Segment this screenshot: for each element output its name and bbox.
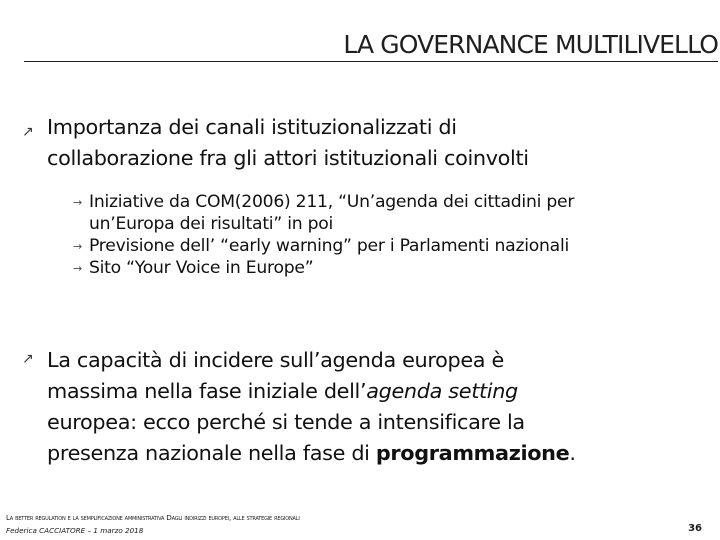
point-2-line-4-suffix: . <box>569 441 576 465</box>
page-number: 36 <box>688 523 702 534</box>
subpoint-2-line-1: Previsione dell’ “early warning” per i Parlamenti nazionali <box>89 236 569 256</box>
footer-author-date: Federica CACCIATORE – 1 marzo 2018 <box>6 526 144 535</box>
point-2-line-1: La capacità di incidere sull’agenda europea è <box>47 348 504 372</box>
slide-title: LA GOVERNANCE MULTILIVELLO <box>343 30 718 59</box>
point-1-line-2: collaborazione fra gli attori istituzionali coinvolti <box>47 146 529 170</box>
title-underline <box>24 61 718 62</box>
footer <box>6 513 300 536</box>
point-2-line-4 <box>47 438 576 469</box>
point-2-text <box>47 345 576 469</box>
programmazione-bold: programmazione <box>375 441 570 465</box>
sub-bullet-arrow-icon: → <box>73 240 82 253</box>
bullet-arrow-icon: ↗ <box>22 351 34 367</box>
subpoint-1 <box>73 191 575 235</box>
point-2-line-2-prefix: massima nella fase iniziale dell’ <box>47 379 367 403</box>
sub-bullet-arrow-icon: → <box>73 196 82 209</box>
bullet-arrow-icon: ↗ <box>22 124 34 140</box>
subpoint-2 <box>73 235 574 257</box>
subpoint-1-line-1: Iniziative da COM(2006) 211, “Un’agenda dei cittadini per <box>89 192 575 212</box>
subpoint-1-line-2: un’Europa dei risultati” in poi <box>89 214 334 234</box>
point-2-line-2 <box>47 376 576 407</box>
point-2-line-4-prefix: presenza nazionale nella fase di <box>47 441 376 465</box>
sub-bullet-arrow-icon: → <box>73 262 82 275</box>
subpoint-list <box>73 191 575 279</box>
point-2-line-3: europea: ecco perché si tende a intensificare la <box>47 410 525 434</box>
agenda-setting-italic: agenda setting <box>366 379 518 403</box>
point-1-line-1: Importanza dei canali istituzionalizzati di <box>47 115 457 139</box>
subpoint-3 <box>73 257 574 279</box>
footer-course-title: La better regulation e la semplificazione amministrativa Dagli indirizzi europei, alle strategie regionali <box>6 513 300 522</box>
subpoint-3-line-1: Sito “Your Voice in Europe” <box>89 258 314 278</box>
point-1-text <box>47 112 529 174</box>
